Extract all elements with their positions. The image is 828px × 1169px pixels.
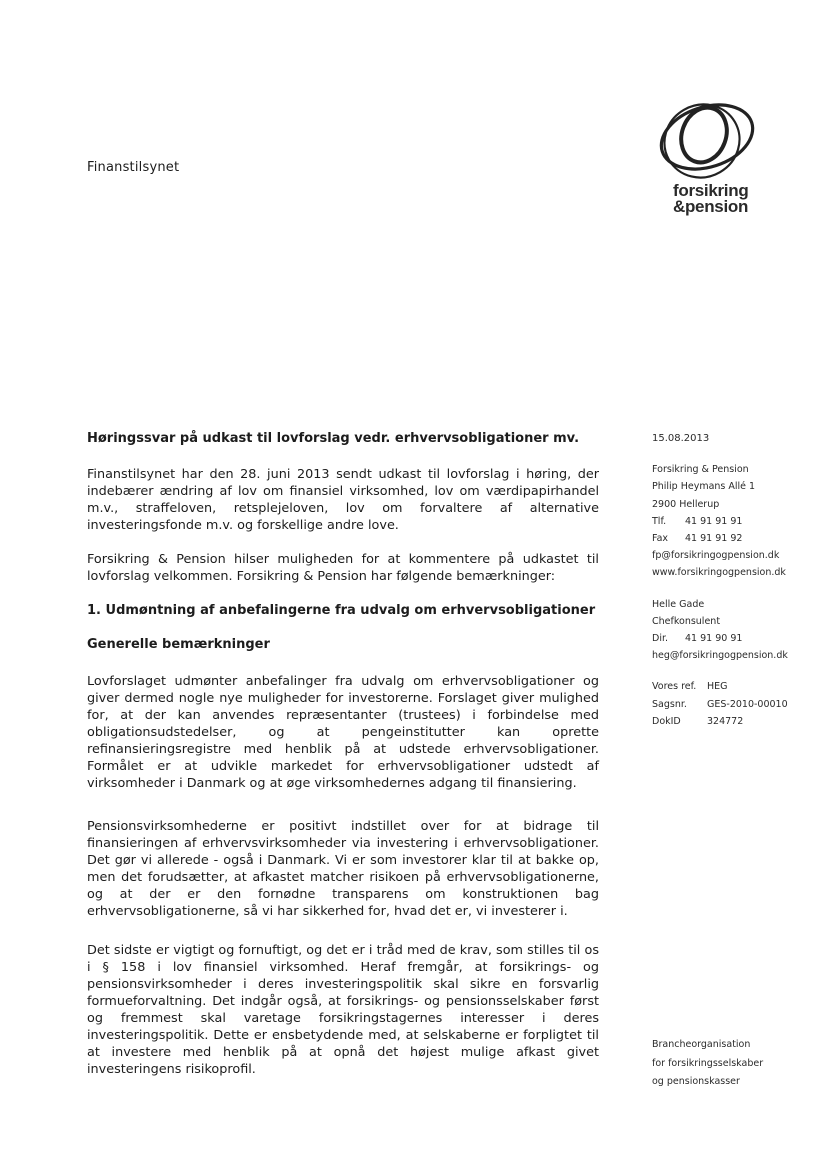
paragraph-regulation: Det sidste er vigtigt og fornuftigt, og det er i tråd med de krav, som stilles til os i § 158 i lov finansiel virksomhed. Heraf fremgår, at forsikrings- og pensionsvirksomheder i deres investeringspolitik skal sikre en forsvarlig formueforvaltning. Det indgår også, at forsikrings- og pensionsselskaber først og fremmest skal varetage forsikringstagernes interesser i deres investeringspolitik. Dette er ensbetydende med, at selskaberne er forpligtet til at investere med henblik på at opnå det højest mulige afkast givet investeringens risikoprofil.	[87, 943, 599, 1077]
contact-block	[652, 596, 822, 665]
footer-line1: Brancheorganisation	[652, 1039, 751, 1050]
ref-value: HEG	[707, 681, 728, 693]
letter-date: 15.08.2013	[652, 433, 710, 444]
contact-email: heg@forsikringogpension.dk	[652, 650, 788, 662]
ref-row	[652, 678, 822, 695]
letter-subject: Høringssvar på udkast til lovforslag vedr. erhvervsobligationer mv.	[87, 431, 580, 446]
fax-value: 41 91 91 92	[685, 533, 743, 545]
logo-swirl-icon	[652, 95, 758, 185]
docid-row	[652, 713, 822, 730]
org-address-block	[652, 461, 822, 581]
recipient-name: Finanstilsynet	[87, 160, 180, 175]
paragraph-welcome: Forsikring & Pension hilser muligheden for at kommentere på udkastet til lovforslag velkommen. Forsikring & Pension har følgende bemærkninger:	[87, 552, 599, 584]
paragraph-pension-position: Pensionsvirksomhederne er positivt indstillet over for at bidrage til finansieringen af erhvervsvirksomheder via investering i erhvervsobligationer. Det gør vi allerede - også i Danmark. Vi er som investorer klar til at bakke op, men det forudsætter, at afkastet matcher risikoen på erhvervsobligationerne, og at der er den fornødne transparens om konstruktionen bag erhvervsobligationerne, så vi har sikkerhed for, hvad det er, vi investerer i.	[87, 819, 599, 919]
company-logo	[640, 95, 770, 230]
paragraph-intro: Finanstilsynet har den 28. juni 2013 sendt udkast til lovforslag i høring, der indebærer ændring af lov om finansiel virksomhed, lov om værdipapirhandel m.v., straffeloven, retsplejeloven, lov om forvaltere af alternative investeringsfonde m.v. og forskellige andre love.	[87, 467, 599, 533]
org-email: fp@forsikringogpension.dk	[652, 550, 780, 562]
direct-value: 41 91 90 91	[685, 633, 743, 645]
direct-label: Dir.	[652, 633, 669, 645]
logo-text-line2: &pension	[673, 197, 749, 216]
logo-text-line1: forsikring	[673, 181, 749, 200]
org-city: 2900 Hellerup	[652, 498, 720, 510]
org-footer	[652, 1036, 763, 1092]
section-heading: 1. Udmøntning af anbefalingerne fra udvalg om erhvervsobligationer	[87, 603, 596, 618]
case-value: GES-2010-00010	[707, 698, 788, 710]
paragraph-summary: Lovforslaget udmønter anbefalinger fra udvalg om erhvervsobligationer og giver dermed nogle nye muligheder for investorerne. Forslaget giver mulighed for, at der kan anvendes repræsentanter (trustees) i forbindelse med obligationsudstedelser, og at pengeinstitutter kan oprette refinansieringsregistre med henblik på at udstede erhvervsobligationer. Formålet er at udvikle markedet for erhvervsobligationer udstedt af virksomheder i Danmark og at øge virksomhedernes adgang til finansiering.	[87, 674, 599, 791]
phone-value: 41 91 91 91	[685, 515, 743, 527]
case-label: Sagsnr.	[652, 698, 687, 710]
ref-label: Vores ref.	[652, 681, 697, 693]
reference-block	[652, 678, 822, 730]
docid-label: DokID	[652, 715, 681, 727]
contact-title: Chefkonsulent	[652, 615, 721, 627]
letter-body	[87, 430, 599, 1095]
sender-sidebar	[652, 430, 822, 744]
contact-direct-row	[652, 630, 822, 647]
subsection-heading: Generelle bemærkninger	[87, 637, 270, 652]
case-row	[652, 696, 822, 713]
footer-line3: og pensionskasser	[652, 1076, 740, 1087]
contact-name: Helle Gade	[652, 598, 705, 610]
org-phone-row	[652, 513, 822, 530]
org-name: Forsikring & Pension	[652, 464, 749, 476]
footer-line2: for forsikringsselskaber	[652, 1057, 764, 1069]
org-website: www.forsikringogpension.dk	[652, 567, 786, 579]
docid-value: 324772	[707, 715, 744, 727]
org-fax-row	[652, 530, 822, 547]
phone-label: Tlf.	[652, 515, 667, 527]
org-street: Philip Heymans Allé 1	[652, 481, 756, 493]
fax-label: Fax	[652, 533, 669, 545]
